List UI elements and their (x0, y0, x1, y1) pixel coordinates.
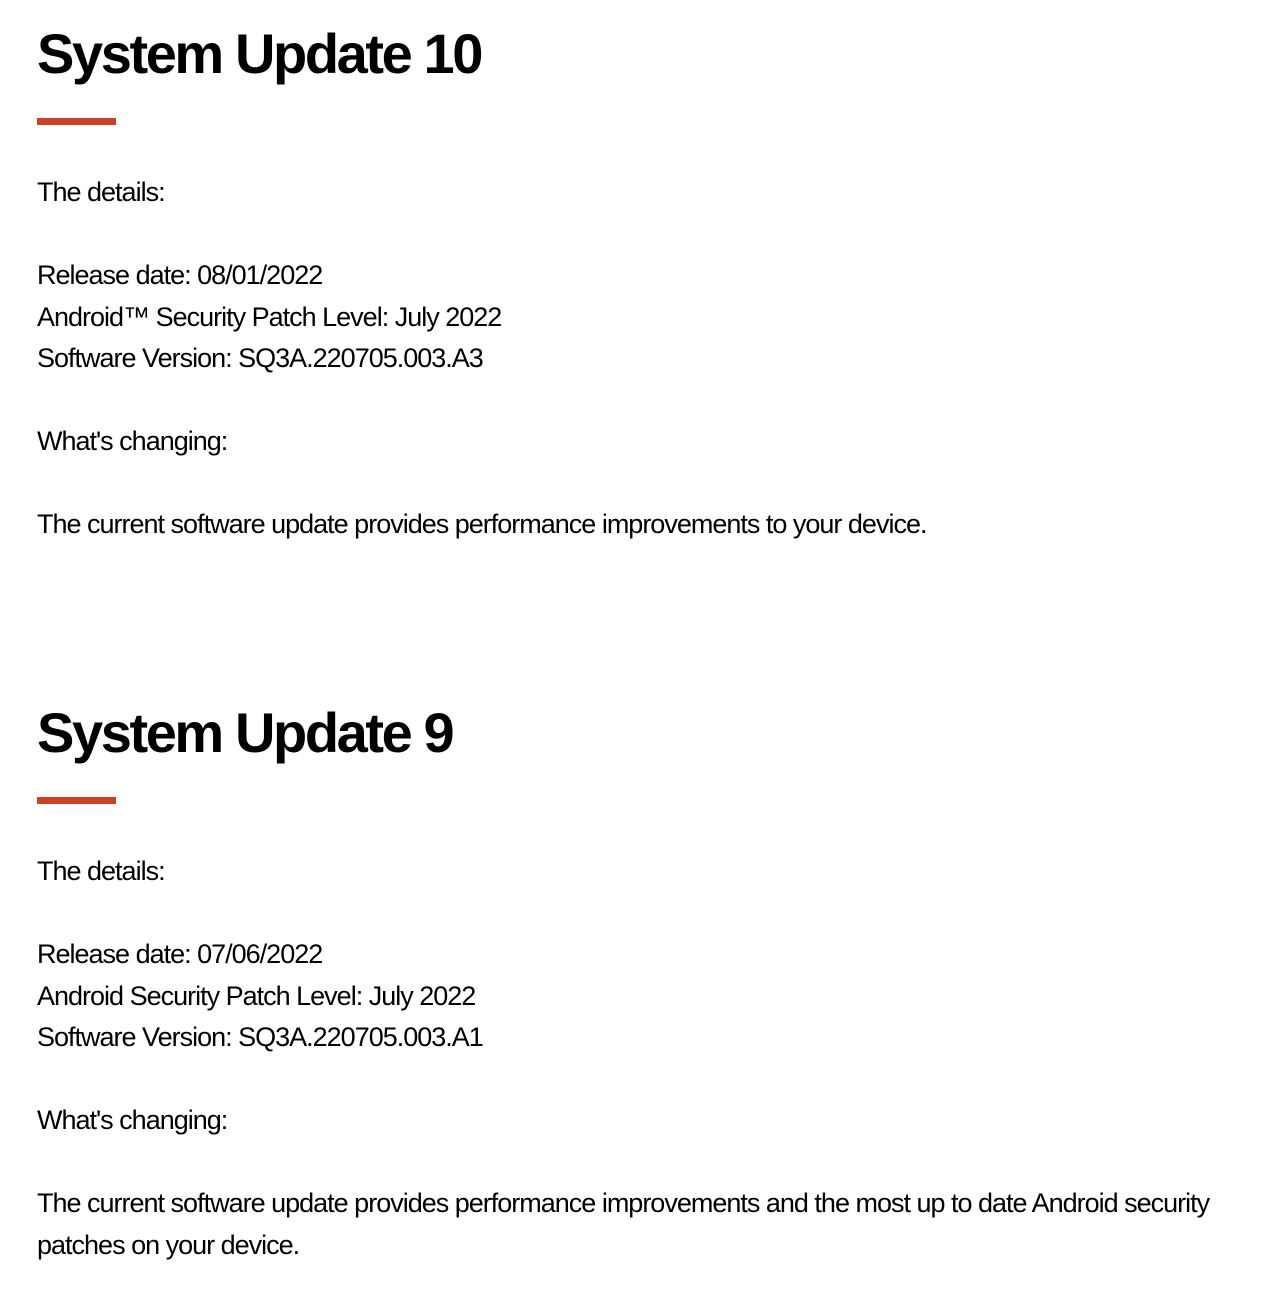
system-update-9-section (37, 699, 1232, 1266)
software-version: Software Version: SQ3A.220705.003.A1 (37, 1022, 483, 1052)
details-heading: The details: (37, 856, 165, 886)
details-heading: The details: (37, 177, 165, 207)
release-date: Release date: 08/01/2022 (37, 260, 323, 290)
software-version: Software Version: SQ3A.220705.003.A3 (37, 343, 483, 373)
details-list (37, 255, 1232, 380)
title-accent-rule (37, 118, 116, 125)
update-title: System Update 9 (37, 701, 453, 764)
changes-description: The current software update provides performance improvements to your device. (37, 509, 927, 539)
changes-heading: What's changing: (37, 1105, 228, 1135)
title-accent-rule (37, 797, 116, 804)
security-patch-level: Android Security Patch Level: July 2022 (37, 980, 476, 1011)
security-patch-level: Android™ Security Patch Level: July 2022 (37, 301, 502, 332)
changes-heading: What's changing: (37, 426, 228, 456)
release-date: Release date: 07/06/2022 (37, 939, 323, 969)
details-list (37, 934, 1232, 1059)
update-title: System Update 10 (37, 22, 482, 85)
changes-description: The current software update provides performance improvements and the most up to date Android security patches on your device. (37, 1188, 1210, 1260)
system-update-10-section (37, 20, 1232, 546)
